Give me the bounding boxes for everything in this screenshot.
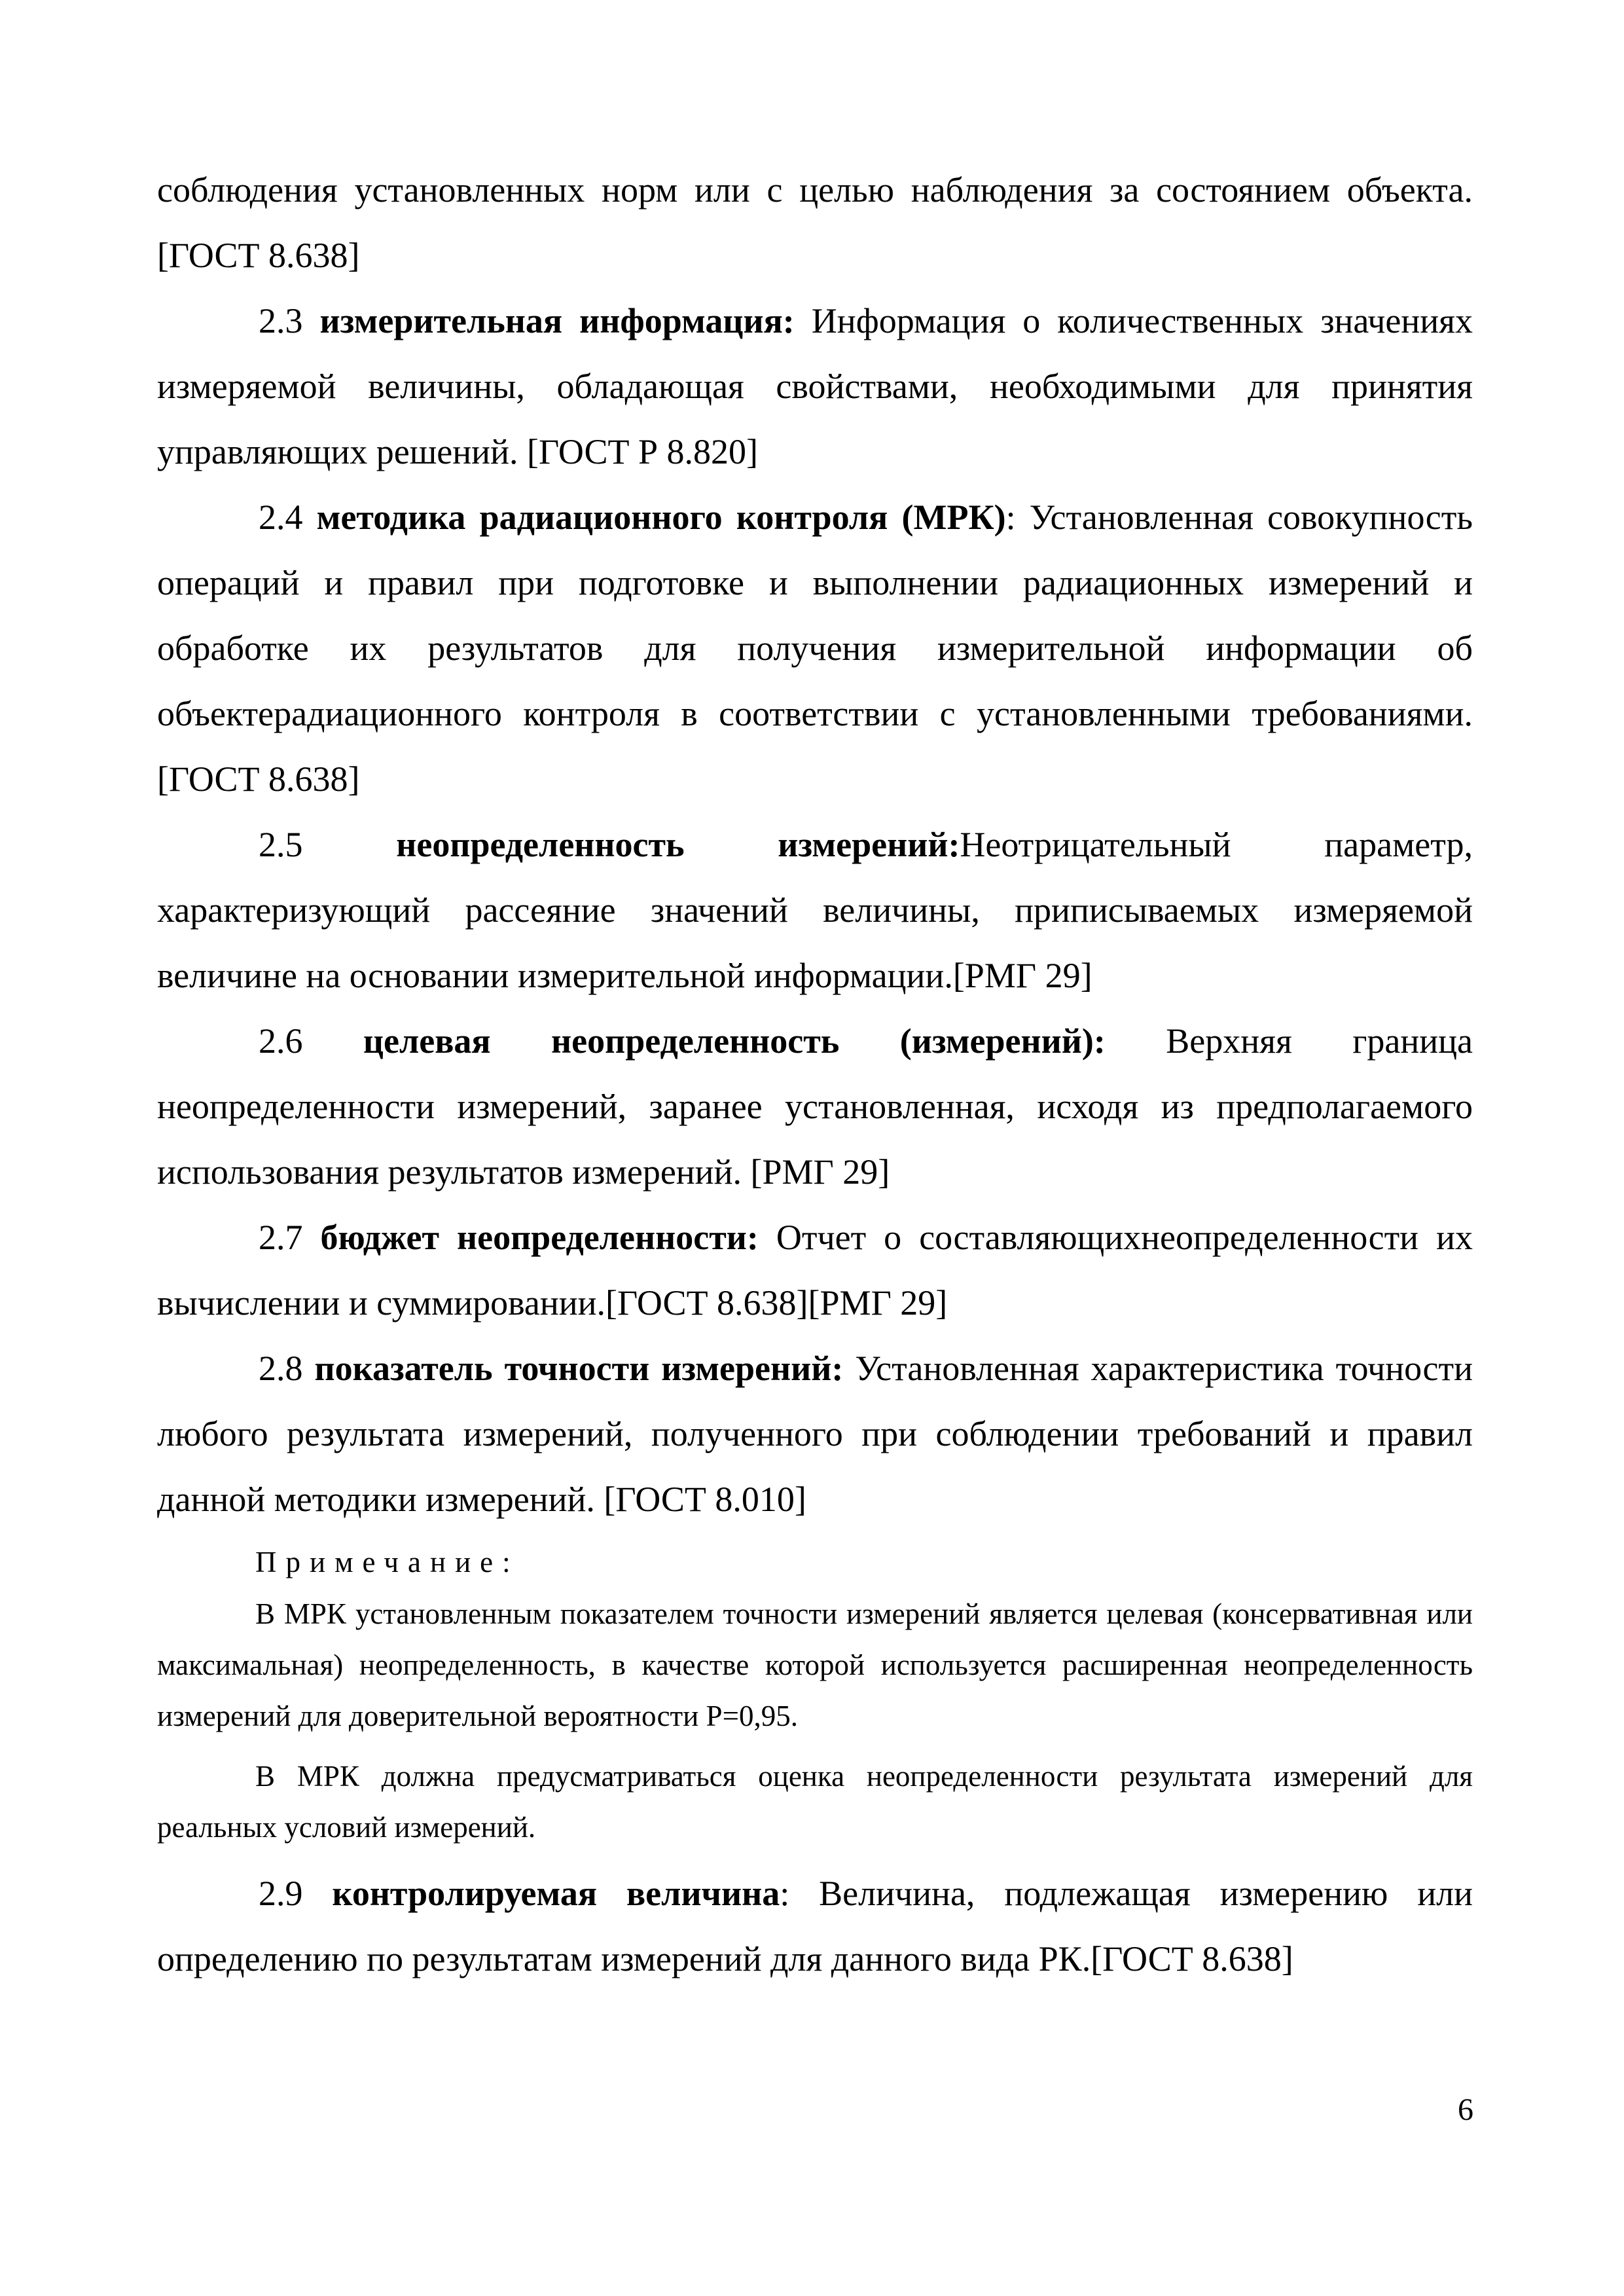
definition-number: 2.8 — [259, 1349, 303, 1388]
definition-number: 2.3 — [259, 301, 303, 340]
definition-text: Установленная характеристика точности любого результата измерений, полученного при соблюдении требований и правил данной методики измерений. [ГОСТ 8.010] — [157, 1349, 1473, 1519]
definition-number: 2.5 — [259, 825, 303, 864]
intro-paragraph: соблюдения установленных норм или с целью наблюдения за состоянием объекта. [ГОСТ 8.638] — [157, 170, 1473, 275]
definition-2-3 — [157, 288, 1473, 484]
definition-text: Неотрицательный параметр, характеризующий рассеяние значений величины, приписываемых измеряемой величине на основании измерительной информации.[РМГ 29] — [157, 825, 1473, 995]
definition-term: показатель точности измерений: — [314, 1349, 844, 1388]
definition-number: 2.7 — [259, 1218, 303, 1257]
definition-term: контролируемая величина — [332, 1874, 780, 1913]
page-number: 6 — [1458, 2092, 1473, 2127]
note-line: В МРК установленным показателем точности измерений является целевая (консервативная или максимальная) неопределенность, в качестве которой используется расширенная неопределенность измерений для доверительной вероятности Р=0,95. — [157, 1597, 1473, 1732]
definition-text: : Величина, подлежащая измерению или определению по результатам измерений для данного вида РК.[ГОСТ 8.638] — [157, 1874, 1473, 1978]
definition-2-8 — [157, 1336, 1473, 1532]
definition-2-9 — [157, 1861, 1473, 1992]
note-heading: Примечание: — [255, 1546, 520, 1578]
definition-term: неопределенность измерений: — [396, 825, 960, 864]
definition-text: Отчет о составляющихнеопределенности их вычислении и суммировании.[ГОСТ 8.638][РМГ 29] — [157, 1218, 1473, 1322]
definition-number: 2.4 — [259, 498, 303, 537]
definition-2-5 — [157, 812, 1473, 1008]
definition-text: Информация о количественных значениях измеряемой величины, обладающая свойствами, необходимыми для принятия управляющих решений. [ГОСТ Р 8.820] — [157, 301, 1473, 471]
definition-text: : Установленная совокупность операций и правил при подготовке и выполнении радиационных измерений и обработке их результатов для получения измерительной информации об объектерадиационного контроля в соответствии с установленными требованиями.[ГОСТ 8.638] — [157, 498, 1473, 799]
definition-number: 2.6 — [259, 1021, 303, 1061]
definition-2-7 — [157, 1205, 1473, 1336]
document-page — [157, 157, 1473, 1992]
definition-text: Верхняя граница неопределенности измерений, заранее установленная, исходя из предполагаемого использования результатов измерений. [РМГ 29] — [157, 1021, 1473, 1192]
note-line: В МРК должна предусматриваться оценка неопределенности результата измерений для реальных условий измерений. — [157, 1760, 1473, 1844]
definition-term: методика радиационного контроля (МРК) — [316, 498, 1006, 537]
definition-2-4 — [157, 484, 1473, 812]
definition-2-6 — [157, 1008, 1473, 1205]
definition-term: целевая неопределенность (измерений): — [363, 1021, 1106, 1061]
definition-term: измерительная информация: — [319, 301, 795, 340]
definition-number: 2.9 — [259, 1874, 303, 1913]
definition-term: бюджет неопределенности: — [320, 1218, 759, 1257]
